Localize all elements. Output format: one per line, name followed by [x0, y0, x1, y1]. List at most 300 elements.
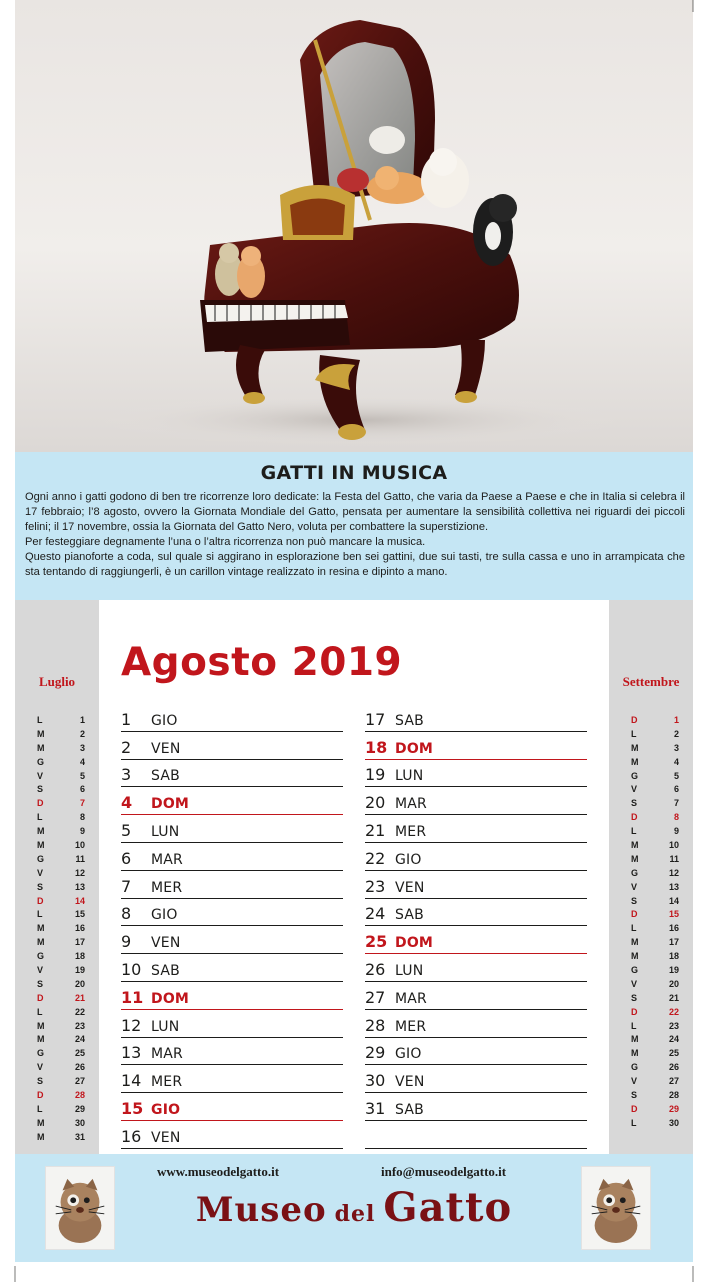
mini-weekday-letter: L [37, 1103, 43, 1114]
mini-day-number: 23 [74, 1020, 85, 1031]
day-number: 9 [121, 932, 132, 952]
prev-month-days [37, 714, 85, 1145]
day-number: 2 [121, 737, 132, 757]
weekday-label: MER [395, 823, 427, 840]
mini-weekday-letter: S [631, 1090, 638, 1101]
mini-weekday-letter: D [37, 895, 44, 906]
day-number: 24 [365, 904, 386, 924]
mini-weekday-letter: D [631, 1006, 638, 1017]
mini-day-row [37, 1075, 85, 1089]
mini-day-row [631, 839, 679, 853]
calendar-day-row [121, 1093, 343, 1121]
mini-day-number: 31 [74, 1131, 85, 1142]
mini-day-row [37, 1089, 85, 1103]
mini-weekday-letter: D [631, 909, 638, 920]
calendar-day-row [365, 732, 587, 760]
mini-day-number: 27 [668, 1076, 679, 1087]
calendar-page [15, 0, 693, 1262]
weekday-label: LUN [151, 1018, 180, 1035]
calendar-day-row [121, 815, 343, 843]
weekday-label: MAR [151, 1046, 183, 1063]
mini-day-row [631, 950, 679, 964]
day-number: 28 [365, 1015, 386, 1035]
calendar-day-row [365, 815, 587, 843]
mini-day-row [37, 1103, 85, 1117]
calendar-day-row [121, 843, 343, 871]
day-number: 16 [121, 1126, 142, 1146]
mini-day-row [631, 742, 679, 756]
day-number: 1 [121, 709, 132, 729]
day-number: 8 [121, 904, 132, 924]
mini-weekday-letter: G [37, 1048, 45, 1059]
weekday-label: MAR [395, 990, 427, 1007]
mini-weekday-letter: L [631, 923, 637, 934]
mini-day-number: 16 [74, 923, 85, 934]
mini-weekday-letter: L [631, 826, 637, 837]
mini-weekday-letter: G [631, 867, 639, 878]
mini-day-number: 8 [79, 812, 85, 823]
logo-word-museo: Museo [195, 1190, 327, 1230]
mini-day-number: 30 [74, 1117, 85, 1128]
mini-day-number: 24 [74, 1034, 85, 1045]
mini-weekday-letter: L [37, 715, 43, 725]
mini-day-number: 5 [79, 770, 85, 781]
calendar-day-row [121, 787, 343, 815]
day-number: 20 [365, 793, 386, 813]
mini-weekday-letter: S [37, 978, 44, 989]
mini-day-number: 22 [74, 1006, 85, 1017]
mini-day-number: 8 [673, 812, 679, 823]
mini-weekday-letter: M [631, 937, 639, 948]
website-link[interactable]: www.museodelgatto.it [157, 1164, 280, 1179]
mini-weekday-letter: M [631, 853, 639, 864]
calendar-day-row [365, 1010, 587, 1038]
article-title: GATTI IN MUSICA [260, 462, 448, 484]
mini-weekday-letter: S [631, 992, 638, 1003]
day-number: 5 [121, 820, 132, 840]
logo-word-gatto: Gatto [383, 1184, 513, 1231]
mini-weekday-letter: V [631, 881, 638, 892]
mini-weekday-letter: M [631, 840, 639, 851]
mini-weekday-letter: M [631, 756, 639, 767]
day-number: 15 [121, 1098, 144, 1118]
mini-day-number: 24 [668, 1034, 679, 1045]
mini-day-number: 1 [673, 715, 679, 725]
mini-day-row [37, 867, 85, 881]
calendar-day-row [121, 926, 343, 954]
mini-day-number: 10 [74, 840, 85, 851]
weekday-label: MER [395, 1018, 427, 1035]
mini-weekday-letter: M [37, 840, 45, 851]
mini-day-number: 17 [668, 937, 679, 948]
mini-day-row [631, 908, 679, 922]
mini-day-number: 19 [668, 965, 679, 976]
logo-word-del: del [334, 1201, 376, 1227]
mini-day-row [37, 811, 85, 825]
mini-weekday-letter: M [37, 1117, 45, 1128]
mini-weekday-letter: M [37, 728, 45, 739]
mini-weekday-letter: D [37, 992, 44, 1003]
email-link[interactable]: info@museodelgatto.it [381, 1164, 507, 1179]
mini-day-row [37, 950, 85, 964]
day-number: 14 [121, 1071, 142, 1091]
day-number: 13 [121, 1043, 142, 1063]
mini-day-row [631, 811, 679, 825]
mini-day-row [631, 1047, 679, 1061]
mini-day-row [631, 770, 679, 784]
mini-day-row [37, 978, 85, 992]
mini-day-row [37, 1047, 85, 1061]
mini-weekday-letter: G [631, 1062, 639, 1073]
mini-day-row [631, 1033, 679, 1047]
day-number: 26 [365, 959, 386, 979]
weekday-label: LUN [395, 962, 424, 979]
mini-day-row [631, 714, 679, 728]
calendar-day-row [365, 760, 587, 788]
piano-with-cats-icon [15, 0, 693, 452]
calendar-day-row [121, 1121, 343, 1149]
calendar-day-row [365, 899, 587, 927]
mini-day-row [631, 1103, 679, 1117]
weekday-label: VEN [395, 1074, 425, 1091]
mini-day-number: 9 [79, 826, 85, 837]
mini-day-number: 3 [673, 742, 679, 753]
mini-day-row [631, 1006, 679, 1020]
mini-day-number: 21 [74, 992, 85, 1003]
mini-weekday-letter: V [37, 770, 44, 781]
mini-weekday-letter: D [631, 1103, 638, 1114]
mini-day-row [37, 770, 85, 784]
crochet-cat-photo [581, 1166, 651, 1250]
mini-day-row [37, 1117, 85, 1131]
mini-day-number: 12 [74, 867, 85, 878]
mini-weekday-letter: G [631, 965, 639, 976]
mini-weekday-letter: V [631, 978, 638, 989]
weekday-label: DOM [395, 935, 434, 952]
mini-day-row [631, 922, 679, 936]
mini-day-row [37, 756, 85, 770]
month-title: Agosto 2019 [121, 640, 403, 685]
mini-day-number: 7 [79, 798, 85, 809]
mini-day-number: 15 [74, 909, 85, 920]
day-number: 19 [365, 765, 386, 785]
calendar-day-row [121, 899, 343, 927]
calendar-day-row [365, 954, 587, 982]
mini-day-number: 10 [668, 840, 679, 851]
mini-day-row [37, 839, 85, 853]
mini-day-number: 26 [74, 1062, 85, 1073]
next-month-title: Settembre [622, 674, 680, 689]
mini-weekday-letter: M [37, 923, 45, 934]
weekday-label: MER [151, 879, 183, 896]
mini-weekday-letter: V [37, 965, 44, 976]
mini-day-row [37, 783, 85, 797]
article-paragraph: Ogni anno i gatti godono di ben tre ricorrenze loro dedicate: la Festa del Gatto, che varia da Paese a Paese e che in Italia si celebra il 17 febbraio; l’8 agosto, ovvero la Giornata Mondiale del Gatto, pensata per aumentare la sensibilità collettiva nei riguardi dei piccoli felini; il 17 novembre, ossia la Giornata del Gatto Nero, voluta per combattere la superstizione. [25, 491, 685, 533]
mini-weekday-letter: L [631, 1117, 637, 1128]
mini-day-number: 17 [74, 937, 85, 948]
mini-day-number: 11 [75, 853, 85, 864]
day-number: 17 [365, 709, 386, 729]
day-number: 29 [365, 1043, 386, 1063]
mini-day-row [37, 714, 85, 728]
mini-day-row [37, 922, 85, 936]
day-number: 12 [121, 1015, 142, 1035]
mini-day-row [631, 853, 679, 867]
mini-day-row [631, 881, 679, 895]
weekday-label: GIO [151, 1101, 181, 1118]
mini-day-number: 18 [668, 951, 679, 962]
mini-weekday-letter: M [37, 1034, 45, 1045]
weekday-label: DOM [151, 990, 190, 1007]
article-paragraph: Per festeggiare degnamente l’una o l’altra ricorrenza non può mancare la musica. [25, 536, 426, 548]
mini-day-row [37, 728, 85, 742]
mini-day-row [37, 881, 85, 895]
mini-weekday-letter: M [37, 937, 45, 948]
mini-day-row [37, 895, 85, 909]
weekday-label: GIO [151, 712, 178, 729]
weekday-label: LUN [151, 823, 180, 840]
mini-weekday-letter: D [37, 1090, 44, 1101]
mini-day-number: 1 [79, 715, 85, 725]
mini-weekday-letter: S [631, 798, 638, 809]
weekday-label: VEN [151, 1129, 181, 1146]
mini-day-row [631, 964, 679, 978]
day-number: 22 [365, 848, 386, 868]
mini-day-number: 6 [79, 784, 85, 795]
mini-day-number: 2 [673, 728, 679, 739]
day-number: 11 [121, 987, 144, 1007]
days-column-left [121, 704, 343, 1149]
mini-weekday-letter: L [631, 1020, 637, 1031]
calendar-day-row-empty [365, 1121, 587, 1149]
mini-day-row [631, 728, 679, 742]
article-paragraph: Questo pianoforte a coda, sul quale si aggirano in esplorazione ben sei gattini, due sui tasti, tre sulla cassa e uno in arrampicata che sta tentando di raggiungerli, è un carillon vintage realizzato in resina e dipinto a mano. [25, 551, 685, 578]
mini-day-row [37, 1006, 85, 1020]
mini-day-row [37, 908, 85, 922]
mini-day-number: 28 [74, 1090, 85, 1101]
day-number: 30 [365, 1071, 386, 1091]
mini-day-row [37, 853, 85, 867]
day-number: 7 [121, 876, 132, 896]
weekday-label: SAB [395, 907, 424, 924]
calendar-day-row [365, 843, 587, 871]
weekday-label: DOM [151, 796, 190, 813]
mini-weekday-letter: M [37, 826, 45, 837]
mini-day-row [631, 978, 679, 992]
mini-day-number: 30 [668, 1117, 679, 1128]
mini-day-row [37, 1131, 85, 1145]
footer [15, 1154, 693, 1262]
mini-day-number: 2 [79, 728, 85, 739]
mini-day-number: 28 [668, 1090, 679, 1101]
mini-weekday-letter: S [37, 881, 44, 892]
mini-day-row [631, 1117, 679, 1131]
weekday-label: SAB [151, 768, 180, 785]
mini-weekday-letter: M [37, 1131, 45, 1142]
calendar-day-row [365, 871, 587, 899]
weekday-label: VEN [395, 879, 425, 896]
mini-weekday-letter: L [37, 1006, 43, 1017]
mini-day-row [631, 1061, 679, 1075]
mini-weekday-letter: G [37, 951, 45, 962]
mini-day-number: 26 [668, 1062, 679, 1073]
weekday-label: SAB [395, 712, 424, 729]
mini-day-number: 16 [668, 923, 679, 934]
mini-day-row [37, 742, 85, 756]
mini-day-row [631, 1020, 679, 1034]
mini-day-row [631, 783, 679, 797]
mini-day-row [37, 1061, 85, 1075]
mini-weekday-letter: G [37, 756, 45, 767]
weekday-label: DOM [395, 740, 434, 757]
piano-cats-photo [15, 0, 693, 452]
day-number: 10 [121, 959, 142, 979]
mini-day-row [631, 936, 679, 950]
calendar-day-row [121, 732, 343, 760]
next-month-panel [609, 600, 693, 1154]
mini-day-row [631, 992, 679, 1006]
day-number: 21 [365, 820, 386, 840]
weekday-label: MER [151, 1074, 183, 1091]
mini-day-number: 4 [79, 756, 85, 767]
mini-day-row [37, 1020, 85, 1034]
weekday-label: VEN [151, 740, 181, 757]
mini-weekday-letter: V [37, 1062, 44, 1073]
mini-weekday-letter: M [631, 742, 639, 753]
mini-weekday-letter: G [631, 770, 639, 781]
calendar-day-row [365, 926, 587, 954]
calendar-day-row [365, 1093, 587, 1121]
calendar-day-row [365, 982, 587, 1010]
mini-day-number: 11 [669, 853, 679, 864]
mini-weekday-letter: S [631, 895, 638, 906]
mini-day-number: 29 [668, 1103, 679, 1114]
mini-day-row [631, 756, 679, 770]
article-band [15, 452, 693, 600]
calendar-day-row [365, 704, 587, 732]
mini-weekday-letter: M [37, 1020, 45, 1031]
mini-day-number: 6 [673, 784, 679, 795]
weekday-label: GIO [151, 907, 178, 924]
day-number: 31 [365, 1098, 386, 1118]
mini-weekday-letter: V [37, 867, 44, 878]
mini-weekday-letter: L [631, 728, 637, 739]
mini-day-row [37, 825, 85, 839]
mini-day-number: 15 [668, 909, 679, 920]
mini-day-number: 20 [668, 978, 679, 989]
mini-weekday-letter: G [37, 853, 45, 864]
mini-weekday-letter: D [631, 715, 638, 725]
mini-day-row [37, 964, 85, 978]
mini-day-row [631, 1089, 679, 1103]
weekday-label: MAR [395, 796, 427, 813]
mini-day-number: 20 [74, 978, 85, 989]
article-text [25, 490, 685, 580]
mini-day-number: 14 [74, 895, 85, 906]
mini-day-row [37, 797, 85, 811]
mini-day-row [37, 992, 85, 1006]
calendar-day-row [121, 954, 343, 982]
day-number: 27 [365, 987, 386, 1007]
calendar-day-row [121, 1038, 343, 1066]
mini-day-row [631, 867, 679, 881]
month-calendar [99, 600, 609, 1154]
calendar-day-row [365, 1065, 587, 1093]
mini-day-number: 4 [673, 756, 679, 767]
mini-day-row [631, 895, 679, 909]
mini-day-number: 27 [74, 1076, 85, 1087]
mini-weekday-letter: V [631, 1076, 638, 1087]
calendar-day-row [121, 982, 343, 1010]
days-column-right [365, 704, 587, 1149]
mini-day-number: 3 [79, 742, 85, 753]
weekday-label: SAB [151, 962, 180, 979]
mini-day-number: 7 [673, 798, 679, 809]
prev-month-panel [15, 600, 99, 1154]
mini-day-number: 14 [668, 895, 679, 906]
day-number: 4 [121, 793, 133, 813]
mini-weekday-letter: M [631, 951, 639, 962]
calendar-day-row [121, 1065, 343, 1093]
mini-weekday-letter: V [631, 784, 638, 795]
mini-day-number: 19 [74, 965, 85, 976]
mini-day-row [37, 936, 85, 950]
calendar-day-row [121, 871, 343, 899]
next-month-days [631, 714, 679, 1131]
mini-weekday-letter: L [37, 909, 43, 920]
mini-weekday-letter: L [37, 812, 43, 823]
mini-day-number: 5 [673, 770, 679, 781]
mini-day-row [37, 1033, 85, 1047]
mini-weekday-letter: M [631, 1048, 639, 1059]
mini-day-number: 22 [668, 1006, 679, 1017]
crochet-cat-icon [582, 1167, 650, 1249]
mini-day-row [631, 825, 679, 839]
calendar-day-row [121, 1010, 343, 1038]
day-number: 23 [365, 876, 386, 896]
calendar-day-row [121, 760, 343, 788]
mini-weekday-letter: D [37, 798, 44, 809]
day-number: 6 [121, 848, 132, 868]
mini-day-number: 13 [668, 881, 679, 892]
day-number: 25 [365, 932, 388, 952]
mini-weekday-letter: M [37, 742, 45, 753]
mini-day-number: 23 [668, 1020, 679, 1031]
mini-day-row [631, 797, 679, 811]
mini-day-number: 21 [668, 992, 679, 1003]
mini-day-number: 25 [668, 1048, 679, 1059]
mini-day-number: 18 [74, 951, 85, 962]
mini-day-number: 25 [74, 1048, 85, 1059]
weekday-label: LUN [395, 768, 424, 785]
mini-weekday-letter: M [631, 1034, 639, 1045]
mini-day-number: 13 [74, 881, 85, 892]
calendar-day-row [365, 1038, 587, 1066]
mini-weekday-letter: S [37, 1076, 44, 1087]
mini-weekday-letter: D [631, 812, 638, 823]
calendar-day-row [121, 704, 343, 732]
prev-month-title: Luglio [38, 674, 76, 689]
mini-day-row [631, 1075, 679, 1089]
mini-day-number: 12 [668, 867, 679, 878]
mini-weekday-letter: S [37, 784, 44, 795]
weekday-label: GIO [395, 1046, 422, 1063]
day-number: 3 [121, 765, 132, 785]
mini-day-number: 9 [673, 826, 679, 837]
mini-day-number: 29 [74, 1103, 85, 1114]
weekday-label: VEN [151, 935, 181, 952]
weekday-label: SAB [395, 1101, 424, 1118]
